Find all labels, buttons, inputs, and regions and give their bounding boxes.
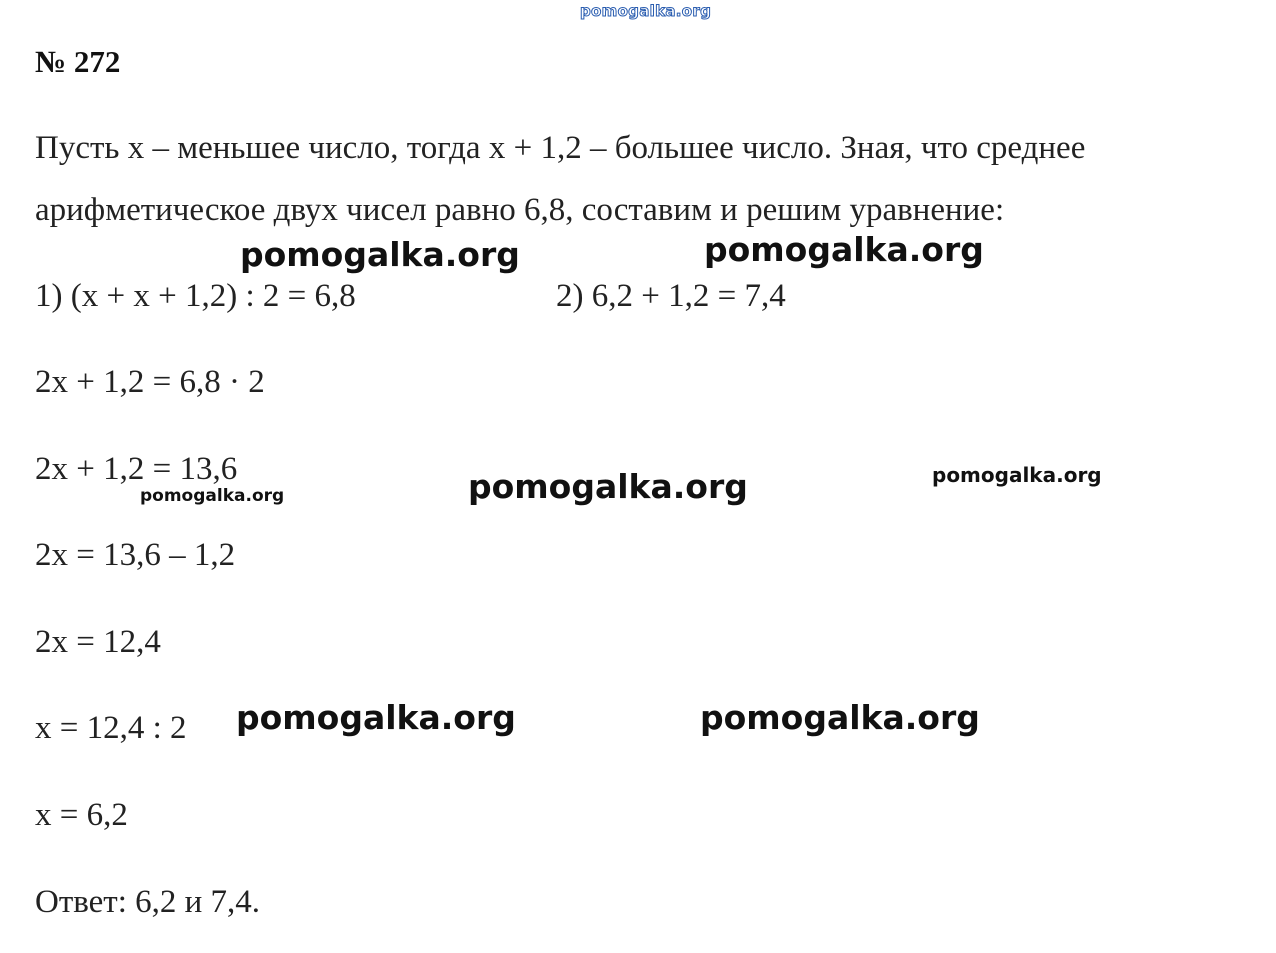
equation-line: 2х + 1,2 = 6,8 · 2 bbox=[35, 364, 265, 400]
watermark: pomogalka.org bbox=[140, 486, 285, 506]
intro-line-2: арифметическое двух чисел равно 6,8, составим и решим уравнение: bbox=[35, 192, 1005, 228]
equation-line: 2х + 1,2 = 13,6 bbox=[35, 451, 238, 487]
header-watermark: pomogalka.org bbox=[580, 2, 712, 20]
equation-line: х = 6,2 bbox=[35, 797, 128, 833]
intro-line-1: Пусть х – меньшее число, тогда х + 1,2 – большее число. Зная, что среднее bbox=[35, 130, 1086, 166]
watermark: pomogalka.org bbox=[236, 698, 516, 737]
watermark: pomogalka.org bbox=[468, 467, 748, 506]
equation-line: 2х = 12,4 bbox=[35, 624, 161, 660]
answer: Ответ: 6,2 и 7,4. bbox=[35, 884, 261, 920]
equation-line: 2х = 13,6 – 1,2 bbox=[35, 537, 236, 573]
step-1-equation: 1) (х + х + 1,2) : 2 = 6,8 bbox=[35, 278, 356, 314]
watermark: pomogalka.org bbox=[704, 230, 984, 269]
watermark: pomogalka.org bbox=[700, 698, 980, 737]
step-2-equation: 2) 6,2 + 1,2 = 7,4 bbox=[556, 278, 786, 314]
watermark: pomogalka.org bbox=[932, 463, 1102, 487]
problem-number: № 272 bbox=[35, 44, 121, 79]
watermark: pomogalka.org bbox=[240, 235, 520, 274]
equation-line: х = 12,4 : 2 bbox=[35, 710, 187, 746]
